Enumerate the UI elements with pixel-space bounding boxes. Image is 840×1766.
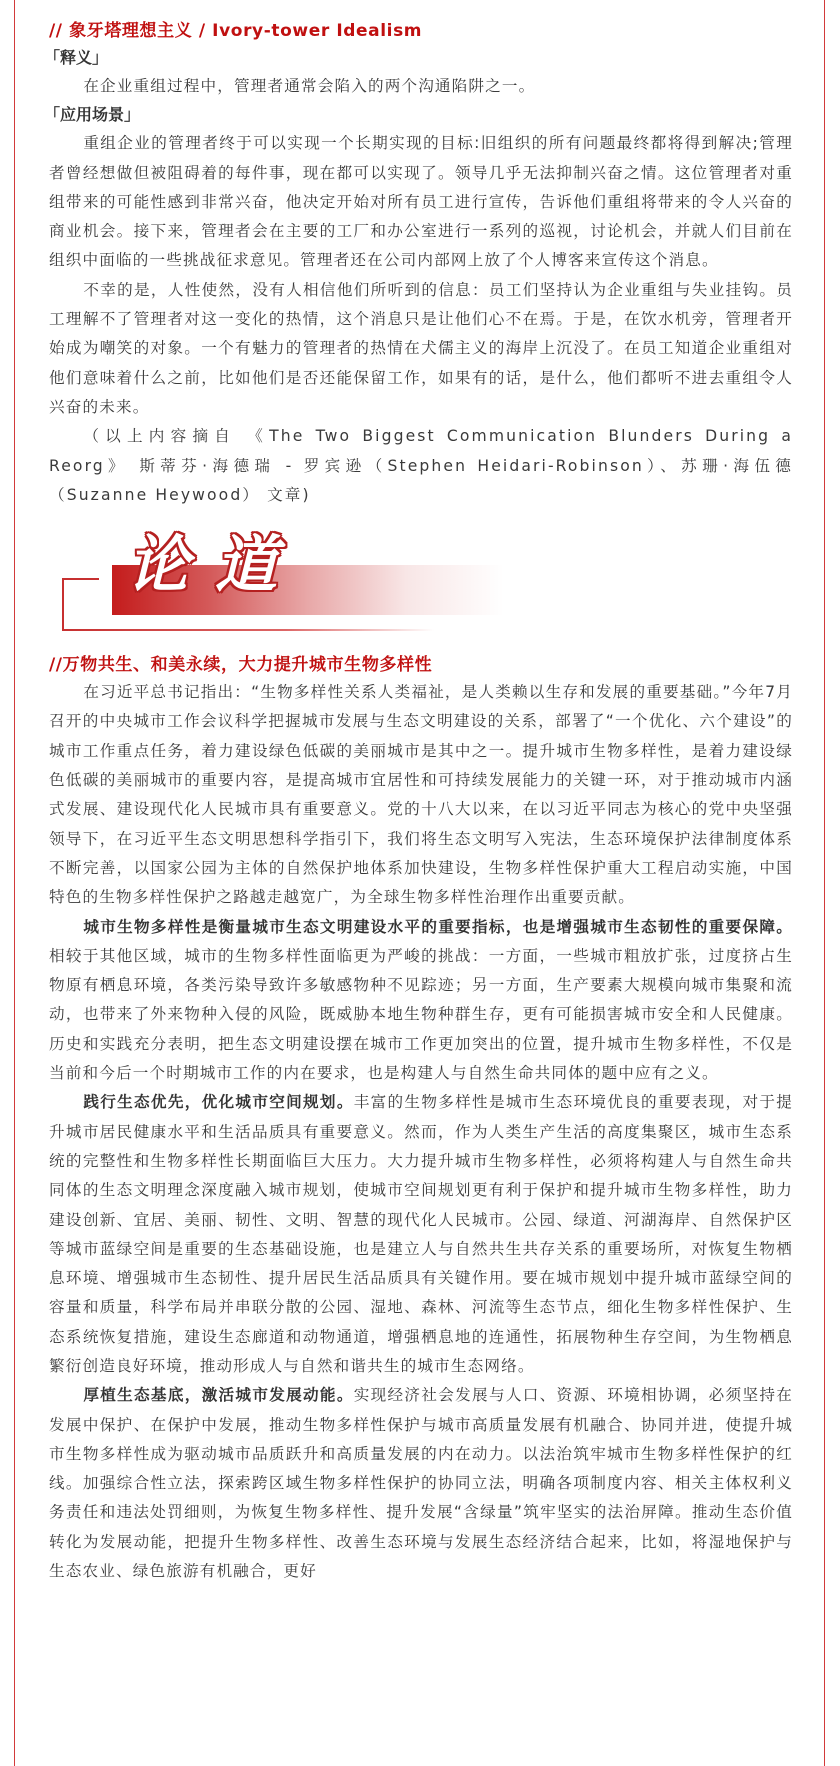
paragraph-text: 实现经济社会发展与人口、资源、环境相协调，必须坚持在发展中保护、在保护中发展，推动生物多样性保护与城市高质量发展有机融合、协同并进，使提升城市生物多样性成为驱动城市品质跃升和高质量发展的内在动力。以法治筑牢城市生物多样性保护的红线。加强综合性立法，探索跨区域生物多样性保护的协同立法，明确各项制度内容、相关主体权利义务责任和违法处罚细则，为恢复生物多样性、提升发展“含绿量”筑牢坚实的法治屏障。推动生态价值转化为发展动能，把提升生物多样性、改善生态环境与发展生态经济结合起来，比如，将湿地保护与生态农业、绿色旅游有机融合，更好 [49, 1386, 793, 1581]
paragraph [49, 913, 793, 1089]
banner-frame-line [62, 629, 434, 631]
paragraph-lead: 践行生态优先，优化城市空间规划。 [83, 1093, 354, 1112]
banner-frame-line [62, 578, 64, 630]
paragraph-lead: 城市生物多样性是衡量城市生态文明建设水平的重要指标，也是增强城市生态韧性的重要保障。 [83, 917, 793, 936]
paragraph [49, 1088, 793, 1381]
paragraph: 不幸的是，人性使然，没有人相信他们所听到的信息：员工们坚持认为企业重组与失业挂钩。员工理解不了管理者对这一变化的热情，这个消息只是让他们心不在焉。于是，在饮水机旁，管理者开始成为嘲笑的对象。一个有魅力的管理者的热情在犬儒主义的海岸上沉没了。在员工知道企业重组对他们意味着什么之前，比如他们是否还能保留工作，如果有的话，是什么，他们都听不进去重组令人兴奋的未来。 [49, 280, 793, 416]
banner-frame-line [62, 578, 99, 580]
lundao-banner [49, 514, 793, 644]
definition-text: 在企业重组过程中，管理者通常会陷入的两个沟通陷阱之一。 [83, 77, 536, 95]
section-title: // 象牙塔理想主义 / Ivory-tower Idealism [49, 21, 423, 41]
paragraph-text: 丰富的生物多样性是城市生态环境优良的重要表现，对于提升城市居民健康水平和生活品质具有重要意义。然而，作为人类生产生活的高度集聚区，城市生态系统的完整性和生物多样性长期面临巨大压力。大力提升城市生物多样性，必须将构建人与自然生命共同体的生态文明理念深度融入城市规划，使城市空间规划更有利于保护和提升城市生物多样性，助力建设创新、宜居、美丽、韧性、文明、智慧的现代化人民城市。公园、绿道、河湖海岸、自然保护区等城市蓝绿空间是重要的生态基础设施，也是建立人与自然共生共存关系的重要场所，对恢复生物栖息环境、增强城市生态韧性、提升居民生活品质具有关键作用。要在城市规划中提升城市蓝绿空间的容量和质量，科学布局并串联分散的公园、湿地、森林、河流等生态节点，细化生物多样性保护、生态系统恢复措施，建设生态廊道和动物通道，增强栖息地的连通性，拓展物种生存空间，为生物栖息繁衍创造良好环境，推动形成人与自然和谐共生的城市生态网络。 [49, 1093, 793, 1375]
section-biodiversity [49, 652, 793, 1586]
article-content [44, 18, 793, 1586]
citation: （以上内容摘自 《The Two Biggest Communication Blunders During a Reorg》 斯蒂芬·海德瑞 - 罗宾逊（Stephen Heidari-Robinson）、苏珊·海伍德（Suzanne Heywood） 文章) [49, 427, 793, 504]
paragraph [49, 678, 793, 912]
paragraph: 重组企业的管理者终于可以实现一个长期实现的目标:旧组织的所有问题最终都将得到解决;管理者曾经想做但被阻碍着的每件事，现在都可以实现了。领导几乎无法抑制兴奋之情。这位管理者对重组带来的可能性感到非常兴奋，他决定开始对所有员工进行宣传，告诉他们重组将带来的令人兴奋的商业机会。接下来，管理者会在主要的工厂和办公室进行一系列的巡视，讨论机会，并就人们目前在组织中面临的一些挑战征求意见。管理者还在公司内部网上放了个人博客来宣传这个消息。 [49, 134, 793, 270]
paragraph-text: 在习近平总书记指出：“生物多样性关系人类福祉，是人类赖以生存和发展的重要基础。”今年7月召开的中央城市工作会议科学把握城市发展与生态文明建设的关系，部署了“一个优化、六个建设”的城市工作重点任务，着力建设绿色低碳的美丽城市是其中之一。提升城市生物多样性，是着力建设绿色低碳的美丽城市的重要内容，是提高城市宜居性和可持续发展能力的关键一环，对于推动城市内涵式发展、建设现代化人民城市具有重要意义。党的十八大以来，在以习近平同志为核心的党中央坚强领导下，在习近平生态文明思想科学指引下，我们将生态文明写入宪法，生态环境保护法律制度体系不断完善，以国家公园为主体的自然保护地体系加快建设，生物多样性保护重大工程启动实施，中国特色的生物多样性保护之路越走越宽广，为全球生物多样性治理作出重要贡献。 [49, 683, 793, 907]
scenario-label: 「应用场景」 [44, 105, 141, 125]
paragraph [49, 1381, 793, 1586]
section-title: //万物共生、和美永续，大力提升城市生物多样性 [49, 655, 433, 676]
paragraph-text: 相较于其他区域，城市的生物多样性面临更为严峻的挑战：一方面，一些城市粗放扩张，过度挤占生物原有栖息环境，各类污染导致许多敏感物种不见踪迹；另一方面，生产要素大规模向城市集聚和流动，也带来了外来物种入侵的风险，既威胁本地生物种群生存，更有可能损害城市安全和人民健康。历史和实践充分表明，把生态文明建设摆在城市工作更加突出的位置，提升城市生物多样性，不仅是当前和今后一个时期城市工作的内在要求，也是构建人与自然生命共同体的题中应有之义。 [49, 946, 793, 1083]
section-ivory-tower [44, 18, 793, 510]
paragraph-lead: 厚植生态基底，激活城市发展动能。 [83, 1386, 354, 1405]
banner-title: 论道 [127, 528, 304, 602]
definition-label: 「释义」 [44, 48, 109, 67]
